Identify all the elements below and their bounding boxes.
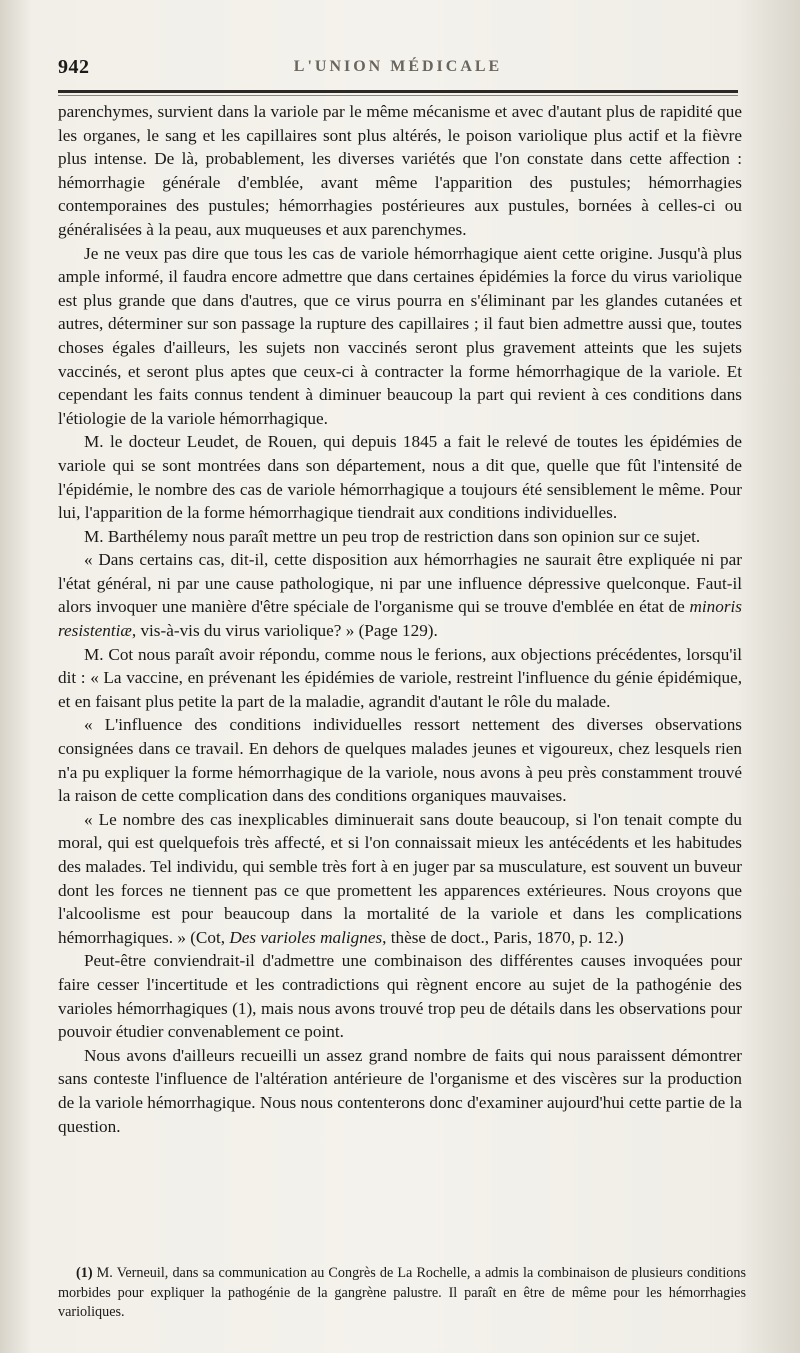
paragraph-5-text-end: , vis-à-vis du virus variolique? » (Page 129).: [131, 621, 438, 641]
body-text: [58, 100, 742, 1138]
paragraph-2: Je ne veux pas dire que tous les cas de variole hémorrhagique aient cette origine. Jusqu'à plus ample informé, il faudra encore admettre que dans certaines épidémies la force du virus variolique est plus grande que dans d'autres, que ce virus pourra en s'éliminant par les glandes cutanées et autres, déterminer sur son passage la rupture des capillaires ; il faut bien admettre aussi que, toutes choses égales d'ailleurs, les sujets non vaccinés seront plus gravement atteints que les sujets vaccinés, et seront plus aptes que ceux-ci à contracter la forme hémorrhagique de la variole. Et cependant les faits connus tendent à diminuer beaucoup la part qui revient à ces conditions dans l'étiologie de la variole hémorrhagique.: [58, 243, 742, 428]
paragraph-3: M. le docteur Leudet, de Rouen, qui depuis 1845 a fait le relevé de toutes les épidémies de variole qui se sont montrées dans son département, nous a dit que, quelle que fût l'intensité de l'épidémie, le nombre des cas de variole hémorrhagique a toujours été sensiblement le même. Pour lui, l'apparition de la forme hémorrhagique tiendrait aux conditions individuelles.: [58, 432, 742, 523]
header-rule: [58, 90, 738, 93]
paragraph-9: Peut-être conviendrait-il d'admettre une combinaison des différentes causes invoquées pour faire cesser l'incertitude et les contradictions qui règnent encore au sujet de la pathogénie des varioles hémorrhagiques (1), mais nous avons trouvé trop peu de détails dans les observations pour pouvoir étudier convenablement ce point.: [58, 951, 742, 1042]
paragraph-10: Nous avons d'ailleurs recueilli un assez grand nombre de faits qui nous paraissent démontrer sans conteste l'influence de l'altération antérieure de l'organisme et des viscères sur la production de la variole hémorrhagique. Nous nous contenterons donc d'examiner aujourd'hui cette partie de la question.: [58, 1045, 742, 1136]
paragraph-1: parenchymes, survient dans la variole par le même mécanisme et avec d'autant plus de rapidité que les organes, le sang et les capillaires sont plus altérés, le poison variolique plus actif et la fièvre plus intense. De là, probablement, les diverses variétés que l'on constate dans cette affection : hémorrhagie générale d'emblée, avant même l'apparition des pustules; hémorrhagies contemporaines des pustules; hémorrhagies postérieures aux pustules, bornées à celles-ci ou généralisées à la peau, aux muqueuses et aux parenchymes.: [58, 102, 742, 239]
paragraph-7: « L'influence des conditions individuelles ressort nettement des diverses observations consignées dans ce travail. En dehors de quelques malades jeunes et vigoureux, chez lesquels rien n'a pu expliquer la forme hémorrhagique de la variole, nous avons à peu près constamment trouvé la raison de cette complication dans des conditions organiques mauvaises.: [58, 715, 742, 806]
footnote-mark: (1): [76, 1265, 93, 1281]
paragraph-8-text-end: , thèse de doct., Paris, 1870, p. 12.): [382, 927, 624, 947]
paragraph-8-text: « Le nombre des cas inexplicables diminuerait sans doute beaucoup, si l'on tenait compte du moral, qui est quelquefois très affecté, et si l'on connaissait mieux les antécédents et les habitudes des malades. Tel individu, qui semble très fort à en juger par sa musculature, est souvent un buveur dont les forces ne tiennent pas ce que promettent les apparences extérieures. Nous croyons que l'alcoolisme est pour beaucoup dans la mortalité de la variole et dans les complications hémorrhagiques. » (Cot,: [58, 809, 742, 947]
paragraph-5-italic: minoris resistentiæ: [58, 597, 742, 641]
footnote: [58, 1264, 746, 1323]
paragraph-8-italic: Des varioles malignes: [229, 927, 383, 947]
paragraph-6: M. Cot nous paraît avoir répondu, comme nous le ferions, aux objections précédentes, lorsqu'il dit : « La vaccine, en prévenant les épidémies de variole, restreint l'influence du génie épidémique, et en faisant plus petite la part de la maladie, agrandit d'autant le rôle du malade.: [58, 644, 742, 711]
footnote-text: [58, 1264, 746, 1323]
page-header: [58, 56, 738, 86]
footnote-body: M. Verneuil, dans sa communication au Congrès de La Rochelle, a admis la combinaison de plusieurs conditions morbides pour expliquer la pathogénie de la gangrène palustre. Il paraît en être de même pour les hémorrhagies varioliques.: [58, 1265, 746, 1320]
paragraph-5: [58, 548, 742, 642]
paragraph-8: [58, 808, 742, 950]
header-rule-thin: [58, 95, 738, 96]
paragraph-4: M. Barthélemy nous paraît mettre un peu trop de restriction dans son opinion sur ce sujet.: [84, 526, 701, 546]
running-title: L'UNION MÉDICALE: [293, 58, 503, 75]
paragraph-5-text: « Dans certains cas, dit-il, cette disposition aux hémorrhagies ne saurait être expliquée ni par l'état général, ni par une cause pathologique, ni par une influence dépressive quelconque. Faut-il alors invoquer une manière d'être spéciale de l'organisme qui se trouve d'emblée en état de: [58, 550, 742, 617]
page-number: 942: [58, 56, 90, 78]
